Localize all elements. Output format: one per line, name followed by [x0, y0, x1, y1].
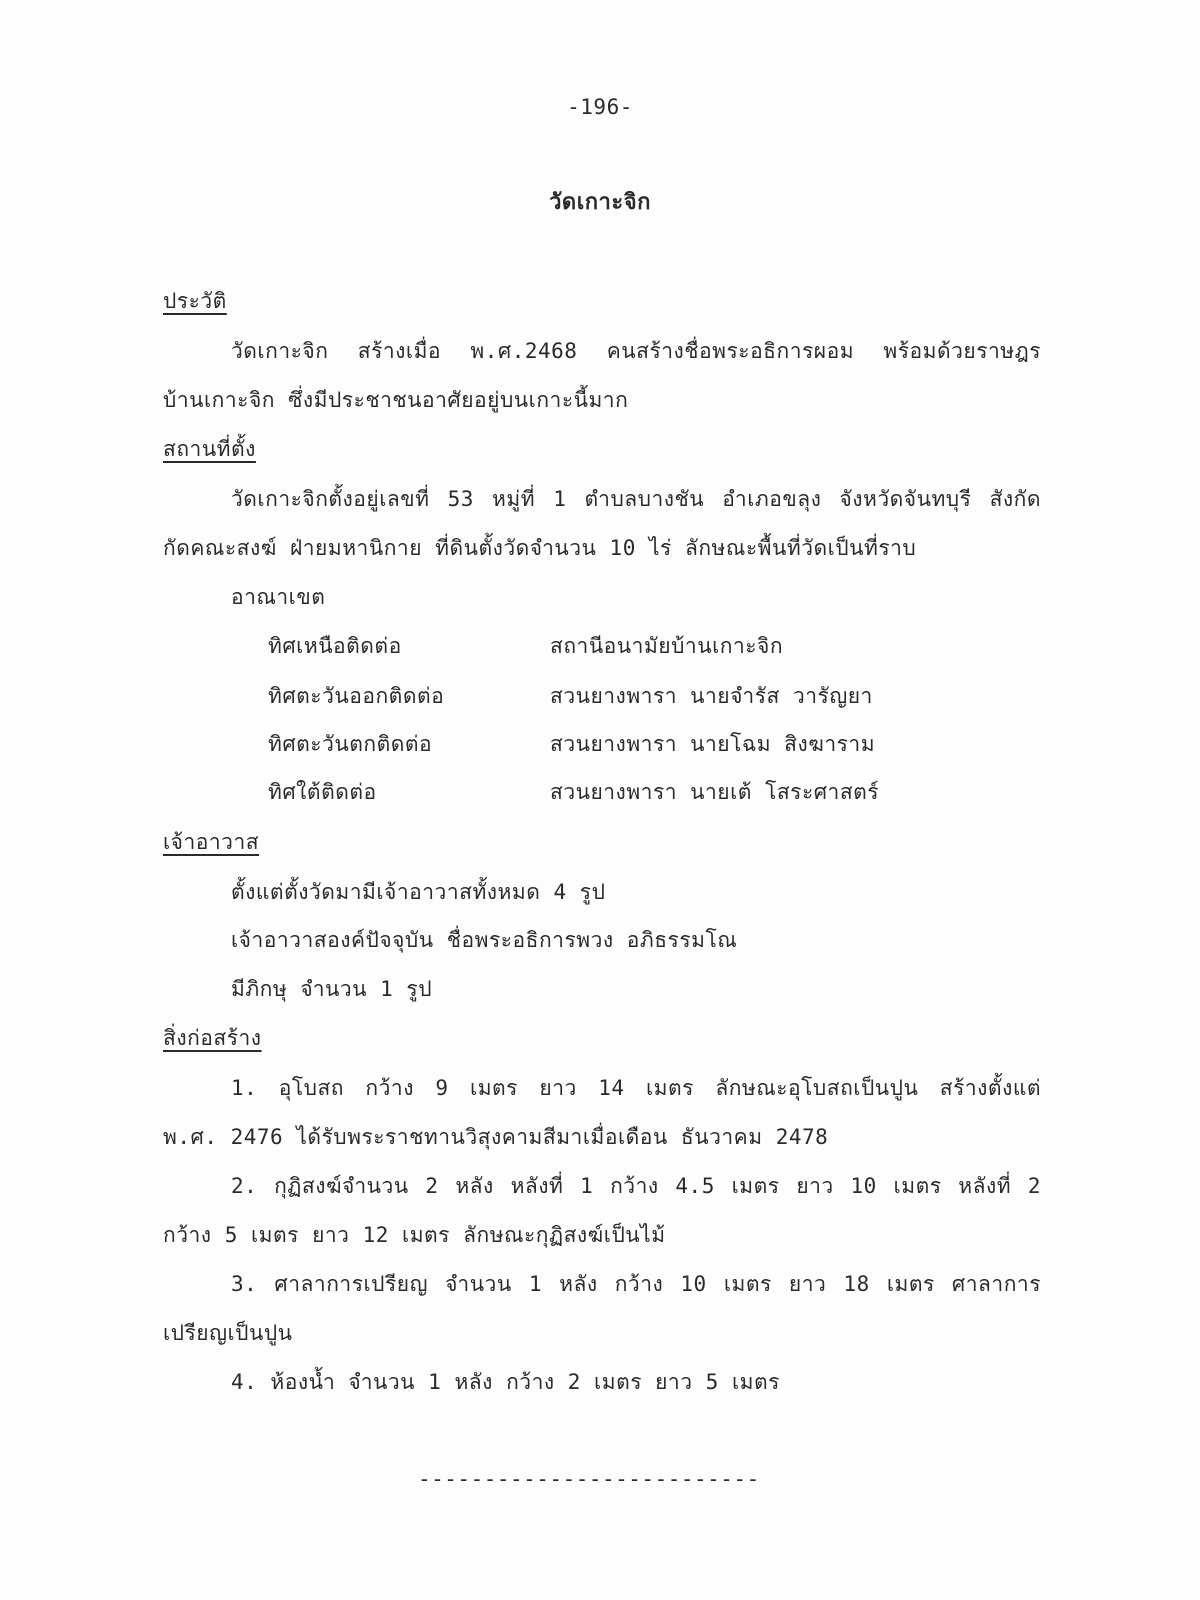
end-rule: --------------------------: [418, 1467, 760, 1491]
boundary-neighbor: สวนยางพารา นายเต้ โสระศาสตร์: [550, 780, 880, 804]
boundary-direction: ทิศตะวันออกติดต่อ: [268, 684, 445, 708]
location-line-1: วัดเกาะจิกตั้งอยู่เลขที่ 53 หมู่ที่ 1 ตำบลบางชัน อำเภอขลุง จังหวัดจันทบุรี สังกัด: [231, 487, 1041, 511]
buildings-line-6: เปรียญเป็นปูน: [163, 1321, 293, 1345]
buildings-line-3: 2. กุฏิสงฆ์จำนวน 2 หลัง หลังที่ 1 กว้าง 4.5 เมตร ยาว 10 เมตร หลังที่ 2: [231, 1174, 1041, 1198]
page-title: วัดเกาะจิก: [549, 190, 651, 215]
boundary-neighbor: สวนยางพารา นายโฉม สิงฆาราม: [550, 732, 876, 756]
buildings-line-7: 4. ห้องน้ำ จำนวน 1 หลัง กว้าง 2 เมตร ยาว 5 เมตร: [231, 1370, 780, 1394]
boundary-neighbor: สวนยางพารา นายจำรัส วารัญยา: [550, 684, 873, 708]
boundary-neighbor: สถานีอนามัยบ้านเกาะจิก: [550, 634, 784, 658]
abbots-line-2: เจ้าอาวาสองค์ปัจจุบัน ชื่อพระอธิการพวง อภิธรรมโณ: [231, 928, 738, 952]
boundary-direction: ทิศใต้ติดต่อ: [268, 780, 377, 804]
boundary-row-north: [268, 633, 1048, 659]
boundary-row-south: [268, 779, 1048, 805]
history-line-2: บ้านเกาะจิก ซึ่งมีประชาชนอาศัยอยู่บนเกาะนี้มาก: [163, 388, 629, 412]
section-heading-buildings: สิ่งก่อสร้าง: [163, 1026, 262, 1050]
boundary-row-east: [268, 683, 1048, 709]
abbots-line-3: มีภิกษุ จำนวน 1 รูป: [231, 977, 433, 1001]
location-line-2: กัดคณะสงฆ์ ฝ่ายมหานิกาย ที่ดินตั้งวัดจำนวน 10 ไร่ ลักษณะพื้นที่วัดเป็นที่ราบ: [163, 536, 917, 560]
buildings-line-4: กว้าง 5 เมตร ยาว 12 เมตร ลักษณะกุฏิสงฆ์เป็นไม้: [163, 1223, 666, 1247]
abbots-line-1: ตั้งแต่ตั้งวัดมามีเจ้าอาวาสทั้งหมด 4 รูป: [231, 880, 606, 904]
history-line-1: วัดเกาะจิก สร้างเมื่อ พ.ศ.2468 คนสร้างชื่อพระอธิการผอม พร้อมด้วยราษฎร: [231, 339, 1041, 363]
buildings-line-5: 3. ศาลาการเปรียญ จำนวน 1 หลัง กว้าง 10 เมตร ยาว 18 เมตร ศาลาการ: [231, 1272, 1041, 1296]
boundary-direction: ทิศตะวันตกติดต่อ: [268, 732, 433, 756]
boundary-direction: ทิศเหนือติดต่อ: [268, 634, 402, 658]
section-heading-abbots: เจ้าอาวาส: [163, 830, 260, 854]
section-heading-location: สถานที่ตั้ง: [163, 437, 256, 461]
boundary-row-west: [268, 731, 1048, 757]
boundary-label: อาณาเขต: [231, 585, 326, 609]
buildings-line-1: 1. อุโบสถ กว้าง 9 เมตร ยาว 14 เมตร ลักษณะอุโบสถเป็นปูน สร้างตั้งแต่: [231, 1076, 1041, 1100]
page-number: -196-: [567, 95, 633, 119]
buildings-line-2: พ.ศ. 2476 ได้รับพระราชทานวิสุงคามสีมาเมื่อเดือน ธันวาคม 2478: [163, 1125, 829, 1149]
section-heading-history: ประวัติ: [163, 289, 227, 313]
